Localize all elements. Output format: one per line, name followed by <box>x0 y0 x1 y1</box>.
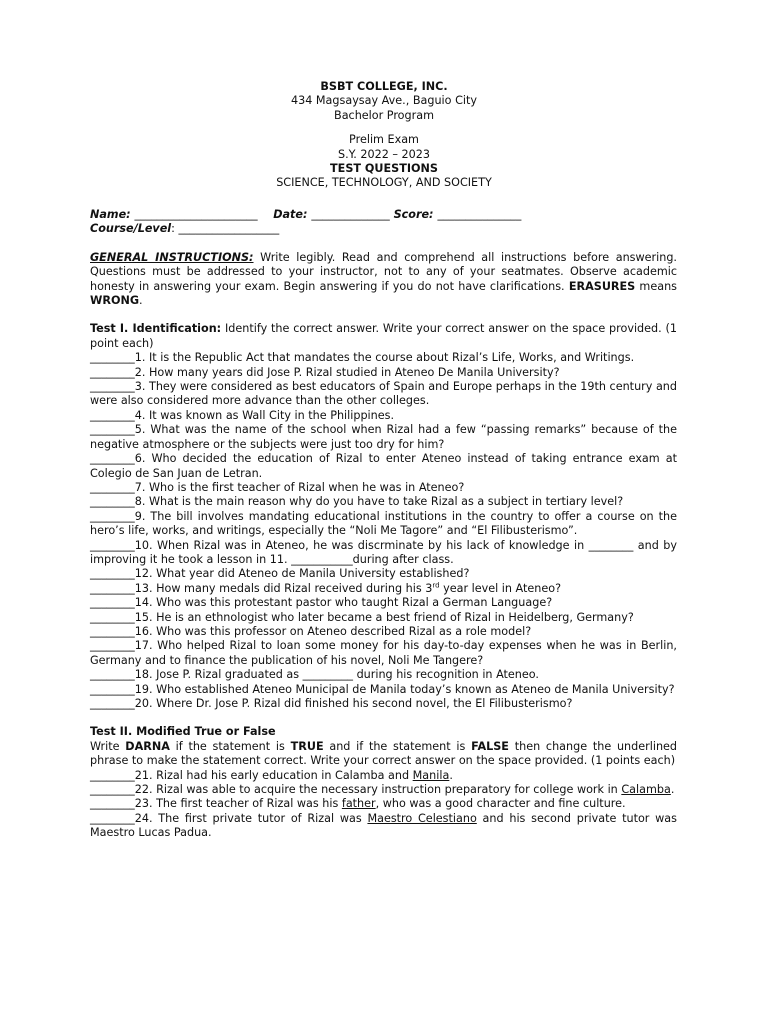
question-13-text: ________13. How many medals did Rizal received during his 3 <box>90 581 433 595</box>
question-3: ________3. They were considered as best educators of Spain and Europe perhaps in the 19th century and were also considered more advance than the other colleges. <box>90 380 677 408</box>
question-23 <box>90 797 677 811</box>
name-label: Name: <box>90 208 131 221</box>
field-row-1 <box>90 208 677 222</box>
exam-body <box>90 208 677 841</box>
question-15: ________15. He is an ethnologist who later became a best friend of Rizal in Heidelberg, Germany? <box>90 610 634 624</box>
question-8: ________8. What is the main reason why do you have to take Rizal as a subject in tertiary level? <box>90 495 624 509</box>
question-22-underlined: Calamba <box>621 783 671 797</box>
question-22-text: ________22. Rizal was able to acquire the necessary instruction preparatory for college work in <box>90 783 622 797</box>
question-13-superscript: rd <box>432 581 440 590</box>
test2-instruction-1: Write <box>90 739 126 753</box>
question-21 <box>90 769 677 783</box>
question-13 <box>90 582 677 596</box>
test2-instruction-2: if the statement is <box>169 739 291 753</box>
question-23-text: ________23. The first teacher of Rizal was his <box>90 797 342 811</box>
score-label: Score: <box>393 208 434 221</box>
subject-title: SCIENCE, TECHNOLOGY, AND SOCIETY <box>276 176 492 190</box>
course-blank: : __________________ <box>171 222 280 236</box>
test1-instruction: Identify the correct answer. Write your correct answer on the space provided. (1 point each) <box>90 322 677 350</box>
question-24-underlined: Maestro Celestiano <box>367 811 477 825</box>
instructions-text: Write legibly. Read and comprehend all instructions before answering. Questions must be addressed to your instructor, not to any of your seatmates. Observe academic honesty in answering your exam. Begin answering if you do not have clarifications. <box>90 250 677 293</box>
instructions-period: . <box>139 294 143 308</box>
question-21-text: ________21. Rizal had his early education in Calamba and <box>90 768 413 782</box>
name-blank: ______________________ <box>134 208 258 221</box>
question-23-underlined: father <box>341 797 376 811</box>
general-instructions <box>90 251 677 309</box>
question-18: ________18. Jose P. Rizal graduated as _________ during his recognition in Ateneo. <box>90 668 539 682</box>
question-9: ________9. The bill involves mandating educational institutions in the country to offer a course on the hero’s life, works, and writings, especially the “Noli Me Tagore” and “El Filibusterismo”. <box>90 509 677 538</box>
question-24-end: and his second private tutor was Maestro Lucas Padua. <box>90 811 677 840</box>
test-questions-heading: TEST QUESTIONS <box>330 162 438 176</box>
question-21-end: . <box>449 768 453 782</box>
course-label: Course/Level <box>90 222 172 236</box>
test2-instruction-4: then change the underlined phrase to make the statement correct. Write your correct answer on the space provided. (1 points each) <box>90 739 678 768</box>
school-year: S.Y. 2022 – 2023 <box>338 147 430 161</box>
question-22-end: . <box>670 783 675 797</box>
darna-word: DARNA <box>125 739 170 753</box>
question-16: ________16. Who was this professor on Ateneo described Rizal as a role model? <box>90 624 532 638</box>
test2-section <box>90 725 677 840</box>
means-word: means <box>635 279 677 293</box>
test2-title: Test II. Modified True or False <box>90 725 276 739</box>
test1-heading <box>90 322 677 351</box>
question-14: ________14. Who was this protestant pastor who taught Rizal a German Language? <box>90 596 553 610</box>
instructions-label: GENERAL INSTRUCTIONS: <box>90 250 254 264</box>
erasures-word: ERASURES <box>568 279 636 293</box>
document-header <box>0 80 768 191</box>
question-23-end: , who was a good character and fine culture. <box>375 797 626 811</box>
college-address: 434 Magsaysay Ave., Baguio City <box>290 94 477 108</box>
wrong-word: WRONG <box>90 294 140 308</box>
question-13-text-end: year level in Ateneo? <box>439 581 562 595</box>
question-22 <box>90 783 677 797</box>
question-2: ________2. How many years did Jose P. Rizal studied in Ateneo De Manila University? <box>90 365 560 379</box>
question-1: ________1. It is the Republic Act that mandates the course about Rizal’s Life, Works, and Writings. <box>90 351 635 365</box>
test1-title: Test I. Identification: <box>90 322 222 336</box>
question-12: ________12. What year did Ateneo de Manila University established? <box>90 567 470 581</box>
question-10-11: ________10. When Rizal was in Ateneo, he was discrminate by his lack of knowledge in ________ and by improving it he took a lesson in 11. ___________during after class. <box>90 538 677 566</box>
student-info-fields <box>90 208 677 237</box>
test2-instruction-3: and if the statement is <box>323 739 472 753</box>
question-21-underlined: Manila <box>412 768 450 782</box>
college-name: BSBT COLLEGE, INC. <box>320 80 448 93</box>
test1-section <box>90 322 677 711</box>
question-19: ________19. Who established Ateneo Municipal de Manila today’s known as Ateneo de Manila University? <box>90 682 675 696</box>
question-7: ________7. Who is the first teacher of Rizal when he was in Ateneo? <box>90 480 465 494</box>
question-17: ________17. Who helped Rizal to loan some money for his day-to-day expenses when he was in Berlin, Germany and to finance the publication of his novel, Noli Me Tangere? <box>90 639 677 667</box>
question-4: ________4. It was known as Wall City in the Philippines. <box>90 408 395 422</box>
program-name: Bachelor Program <box>334 108 434 122</box>
test2-instruction <box>90 740 677 769</box>
question-24 <box>90 812 677 841</box>
date-label: Date: <box>273 208 308 221</box>
date-blank: ______________ <box>311 208 390 221</box>
field-row-2 <box>90 222 677 236</box>
true-word: TRUE <box>290 739 324 753</box>
question-20: ________20. Where Dr. Jose P. Rizal did finished his second novel, the El Filibusterismo? <box>90 697 573 710</box>
false-word: FALSE <box>471 739 509 753</box>
score-blank: _______________ <box>437 208 522 221</box>
question-6: ________6. Who decided the education of Rizal to enter Ateneo instead of taking entrance exam at Colegio de San Juan de Letran. <box>90 452 677 480</box>
question-5: ________5. What was the name of the school when Rizal had a few “passing remarks” because of the negative atmosphere or the subjects were just too dry for him? <box>90 423 677 451</box>
exam-name: Prelim Exam <box>349 133 419 147</box>
question-24-text: ________24. The first private tutor of Rizal was <box>90 811 368 825</box>
